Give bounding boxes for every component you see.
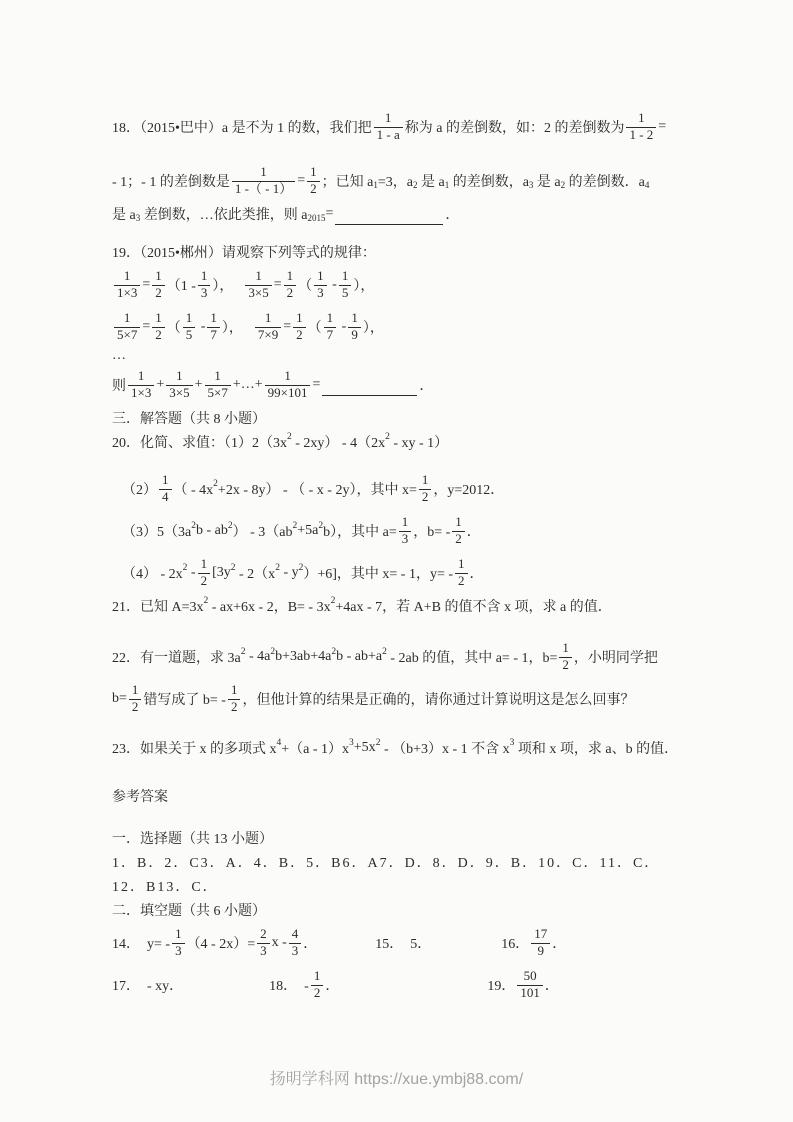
q22-line-2 [112,678,716,720]
superscript: 2 [182,563,188,573]
fraction-denominator: 5×7 [117,327,138,342]
fraction [399,515,412,547]
fraction-denominator: 2 [155,327,162,342]
text-run: - 4a [245,649,271,664]
fraction-denominator: 2 [421,489,429,504]
fraction-numerator: 1 [198,269,211,286]
fraction [152,311,165,343]
fraction-numerator: 1 [152,269,165,286]
fraction-denominator: 3×5 [248,285,269,300]
fraction [452,515,465,547]
footer-watermark: 扬明学科网 https://xue.ymbj88.com/ [269,1071,524,1088]
q19-sum-line [112,364,716,406]
subscript: 1 [373,180,378,190]
fraction-denominator: 7 [326,327,334,342]
q19-equation-row-1 [112,264,716,306]
superscript: 2 [330,596,336,606]
text-run: 18．（2015•巴中）a 是不为 1 的数，我们把 [112,121,372,136]
superscript: 2 [227,521,233,531]
answers-choice-row-1 [112,850,716,874]
subscript: 1 [444,180,450,190]
text-run: ，b= - [413,525,451,540]
fraction-denominator: 2 [562,657,569,672]
text-run: ． [419,379,434,394]
superscript: 3 [349,738,354,748]
fraction [257,927,270,959]
fraction [255,311,281,343]
superscript: 2 [382,647,387,657]
superscript: 2 [298,563,304,573]
q18-line-2 [112,160,716,202]
fraction-denominator: 1×3 [131,385,152,400]
fraction [293,311,306,343]
fraction-denominator: 9 [537,943,545,958]
text-run: ． [544,979,559,994]
text-run: = [142,277,151,292]
fraction-denominator: 2 [296,327,303,342]
text-run: +（a - 1）x [281,742,350,757]
text-run: b），其中 a= [323,525,397,540]
text-run: 是 a [533,175,561,190]
q20-part-4 [112,552,716,594]
fraction-numerator: 1 [159,473,172,490]
fraction-numerator: 1 [626,111,656,128]
fraction [311,969,324,1001]
text-run: - [187,565,196,580]
fraction-denominator: 5 [341,285,349,300]
text-run: 二．填空题（共 6 小题） [112,904,266,919]
fraction [284,269,297,301]
fraction-numerator: 1 [559,641,572,658]
fraction-denominator: 2 [458,573,465,588]
fraction-numerator: 1 [207,311,220,328]
text-run: 三．解答题（共 8 小题） [112,412,266,427]
fraction-denominator: 1 - 2 [629,127,654,142]
text-run: （2） [122,483,157,498]
text-run: - 1；- 1 的差倒数是 [112,175,230,190]
fraction-numerator: 1 [183,311,196,328]
text-run: （4 - 2x）= [186,937,256,952]
subscript: 2015 [307,213,326,223]
text-run: +…+ [232,377,263,392]
superscript: 2 [191,521,196,531]
q18-line-3 [112,202,716,226]
text-run: （3）5（3a [122,525,192,540]
fraction [114,311,140,343]
fraction [626,111,656,143]
fraction-denominator: 3 [200,285,208,300]
fraction [172,927,185,959]
text-run: - y [279,565,299,580]
fraction [374,111,403,143]
superscript: 2 [275,563,280,573]
fraction-denominator: 101 [520,985,540,1000]
text-run: ）， [221,321,243,336]
subscript: 4 [644,180,650,190]
text-run: ，但他计算的结果是正确的，请你通过计算说明这是怎么回事？ [242,693,635,708]
text-run: 15． 5． [375,937,432,952]
fraction [128,369,154,401]
fraction-denominator: 2 [455,531,462,546]
fraction-denominator: 3 [317,285,324,300]
answer-blank [335,210,443,225]
superscript: 3 [509,738,515,748]
answers-choice-row-2 [112,874,716,898]
fraction [183,311,196,343]
fraction-numerator: 1 [284,269,297,286]
fraction [207,311,220,343]
answers-fill-row-2 [112,964,716,1006]
page-footer [0,1066,793,1089]
fraction-numerator: 50 [517,969,543,986]
fraction-numerator: 1 [128,369,154,386]
fraction [455,557,468,589]
q22-line-1 [112,636,716,678]
fraction-denominator: 1 -（ - 1） [234,181,293,196]
text-run: +5x [353,740,376,755]
fraction [159,473,172,505]
fraction-denominator: 9 [351,327,358,342]
text-run: 14． y= - [112,937,171,952]
fraction-numerator: 1 [314,269,327,286]
fraction-numerator: 1 [114,269,140,286]
fraction [559,641,572,673]
text-run: = [658,119,667,134]
text-run: 是 a [417,175,445,190]
text-run: （1 - [166,279,196,294]
fraction-denominator: 1×3 [117,285,138,300]
superscript: 2 [292,521,298,531]
text-run: ）+6]，其中 x= - 1，y= - [303,567,454,582]
q18-line-1 [112,106,716,148]
text-run: ）， [353,279,375,294]
superscript: 4 [276,738,282,748]
fraction-numerator: 1 [374,111,403,128]
text-run: 的差倒数．a [565,175,645,190]
fraction-numerator: 1 [307,165,320,182]
text-run: 20．化简、求值：（1）2（3x [112,436,287,451]
fraction [339,269,352,301]
text-run: ． [469,567,484,582]
text-run: ． [445,208,460,223]
fraction [307,165,320,197]
q23-line [112,736,716,760]
fraction [166,369,192,401]
fraction-denominator: 3 [401,531,409,546]
fraction [232,165,295,197]
q20-part-1 [112,430,716,454]
fraction-denominator: 5 [185,327,193,342]
subscript: 2 [560,180,566,190]
fraction [198,557,211,589]
fraction-numerator: 1 [198,557,211,574]
text-run: b - ab [195,523,228,538]
text-run: （ [166,321,181,336]
text-run: 是 a [112,208,136,223]
fraction-numerator: 1 [205,369,231,386]
superscript: 2 [203,596,209,606]
document-body [112,106,716,1006]
text-run: ． [552,937,567,952]
fraction-numerator: 2 [257,927,270,944]
text-run: 23．如果关于 x 的多项式 x [112,742,277,757]
text-run: 项和 x 项，求 a、b 的值． [514,742,679,757]
text-run: b+3ab+4a [275,649,332,664]
fraction-denominator: 3 [291,943,299,958]
text-run: - ax+6x - 2，B= - 3x [208,600,331,615]
fraction [289,927,302,959]
text-run: （ [307,321,322,336]
text-run: 的差倒数，a [449,175,529,190]
answer-blank [322,381,417,396]
fraction [152,269,165,301]
q19-equation-row-2 [112,306,716,348]
text-run: - [328,277,337,292]
fraction-numerator: 1 [419,473,432,490]
superscript: 2 [287,432,292,442]
q20-part-2 [112,468,716,510]
fraction-numerator: 4 [289,927,302,944]
fraction-numerator: 17 [531,927,550,944]
fraction [228,683,241,715]
fraction [198,269,211,301]
text-run: =3，a [377,175,413,190]
text-run: ）， [212,279,234,294]
fraction [531,927,550,959]
text-run: （ - 4x [173,483,214,498]
fraction-numerator: 1 [152,311,165,328]
q20-part-3 [112,510,716,552]
fraction-denominator: 2 [313,985,321,1000]
text-run: ，y=2012． [433,483,505,498]
text-run: = [283,319,292,334]
superscript: 2 [213,479,218,489]
fraction [324,311,337,343]
text-run: 1．B．2．C3．A．4．B．5．B6．A7．D．8．D．9．B．10．C．11．C． [112,856,661,871]
text-run: 一．选择题（共 13 小题） [112,832,273,847]
fraction-numerator: 1 [129,683,142,700]
text-run: = [297,173,306,188]
fraction [129,683,142,715]
text-run: 错写成了 b= - [143,693,226,708]
q21-line [112,594,716,618]
fraction-denominator: 3 [175,943,182,958]
text-run: 称为 a 的差倒数，如：2 的差倒数为 [404,121,625,136]
text-run: + [194,377,203,392]
text-run: ． [325,979,340,994]
text-run: = [312,377,321,392]
text-run: ． [303,937,318,952]
superscript: 2 [331,647,337,657]
text-run: 21．已知 A=3x [112,600,204,615]
fraction [205,369,231,401]
text-run: x - [271,935,287,950]
text-run: … [112,348,126,363]
fraction-numerator: 1 [166,369,192,386]
fraction-numerator: 1 [339,269,352,286]
fraction-denominator: 2 [200,573,208,588]
text-run: （ [298,279,313,294]
text-run: 18． - [269,979,309,994]
text-run: 16． [501,937,530,952]
text-run: [3y [212,565,231,580]
text-run: +4ax - 7，若 A+B 的值不含 x 项，求 a 的值． [335,600,612,615]
text-run: b - ab+a [336,649,383,664]
superscript: 2 [375,738,381,748]
text-run: 19． [487,979,516,994]
subscript: 3 [135,213,141,223]
text-run: ）， [362,321,384,336]
text-run: +5a [297,523,319,538]
text-run: 22．有一道题，求 3a [112,651,241,666]
fraction-denominator: 2 [155,285,162,300]
fraction-numerator: 1 [232,165,295,182]
answers-section-1-heading [112,826,716,850]
text-run: 19．（2015•郴州）请观察下列等式的规律： [112,246,376,261]
fraction [114,269,140,301]
fraction-denominator: 7×9 [257,327,279,342]
text-run: b= [112,691,127,706]
section-3-heading [112,406,716,430]
fraction [245,269,271,301]
fraction-denominator: 3×5 [169,385,190,400]
fraction [517,969,543,1001]
text-run: = [142,319,151,334]
fraction-denominator: 4 [162,489,169,504]
fraction-numerator: 1 [324,311,337,328]
fraction-numerator: 1 [114,311,140,328]
fraction-denominator: 1 - a [376,127,400,142]
q19-ellipsis [112,348,716,364]
fraction-numerator: 1 [172,927,185,944]
text-run: +2x - 8y） - （ - x - 2y），其中 x= [217,483,417,498]
fraction-denominator: 3 [260,943,267,958]
superscript: 2 [240,647,246,657]
text-run: - 2xy） - 4（2x [291,436,386,451]
fraction-numerator: 1 [399,515,412,532]
fraction [314,269,327,301]
superscript: 2 [385,432,390,442]
fraction [265,369,311,401]
fraction-numerator: 1 [245,269,271,286]
fraction-denominator: 7 [210,327,217,342]
answers-section-2-heading [112,898,716,922]
superscript: 2 [270,647,276,657]
subscript: 3 [528,180,534,190]
text-run: （4） - 2x [122,567,183,582]
text-run: ． [466,525,481,540]
text-run: + [156,377,165,392]
text-run: = [273,277,282,292]
fraction-numerator: 1 [255,311,281,328]
fraction-denominator: 2 [310,181,317,196]
text-run: - [197,319,206,334]
text-run: 17． - xy． [112,979,184,994]
text-run: 参考答案 [112,790,168,805]
fraction-denominator: 99×101 [267,385,308,400]
text-run: - （b+3）x - 1 不含 x [380,742,510,757]
text-run: = [325,206,334,221]
text-run: - [338,319,347,334]
answers-fill-row-1 [112,922,716,964]
fraction-numerator: 1 [452,515,465,532]
fraction-denominator: 2 [230,699,238,714]
subscript: 2 [412,180,418,190]
fraction-numerator: 1 [228,683,241,700]
fraction-denominator: 5×7 [207,385,228,400]
text-run: ，小明同学把 [573,651,658,666]
fraction-denominator: 2 [131,699,139,714]
superscript: 2 [318,521,324,531]
fraction [348,311,361,343]
fraction-numerator: 1 [348,311,361,328]
superscript: 2 [230,563,236,573]
fraction-denominator: 2 [286,285,294,300]
text-run: ；已知 a [321,175,374,190]
text-run: 12．B13．C． [112,880,219,895]
text-run: - 2ab 的值，其中 a= - 1，b= [386,651,558,666]
text-run: 差倒数，…依此类推，则 a [140,208,308,223]
fraction-numerator: 1 [311,969,324,986]
text-run: - 2（x [235,567,276,582]
text-run: ） - 3（ab [232,525,293,540]
text-run: - xy - 1） [389,436,449,451]
fraction-numerator: 1 [265,369,311,386]
fraction [419,473,432,505]
answers-title [112,784,716,808]
fraction-numerator: 1 [455,557,468,574]
text-run: 则 [112,379,126,394]
q19-heading [112,240,716,264]
fraction-numerator: 1 [293,311,306,328]
